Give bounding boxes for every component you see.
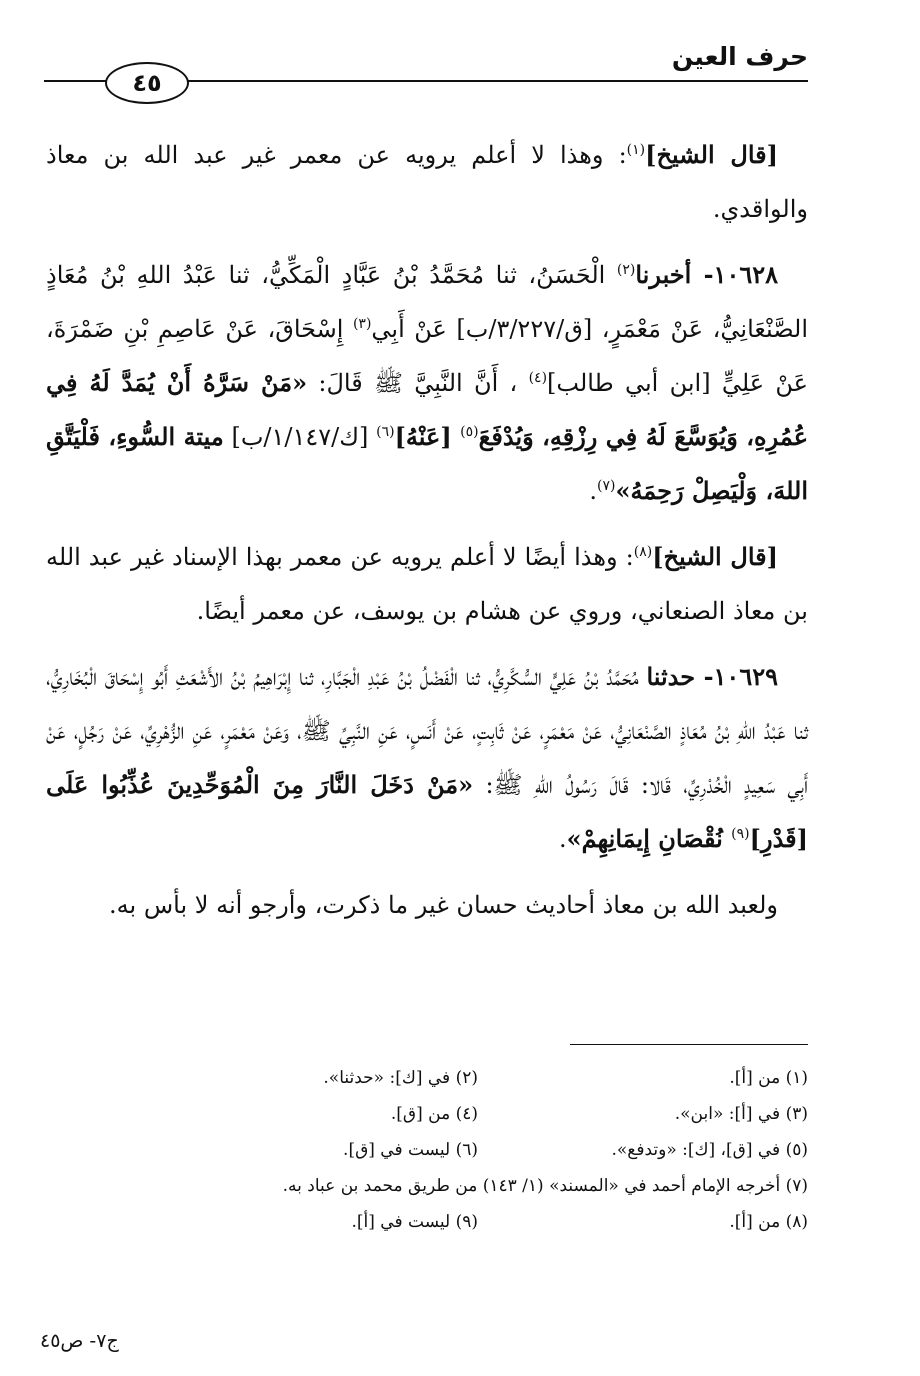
closing-remark bbox=[46, 878, 808, 932]
footnote-rule bbox=[570, 1044, 808, 1045]
footnote-5: (٥) في [ق]، [ك]: «وتدفع». bbox=[611, 1140, 808, 1160]
isnad-text: الْحَسَنُ، ثنا مُحَمَّدُ بْنُ عَبَّادٍ الْمَكِّيُّ، ثنا عَبْدُ اللهِ بْنُ مُعَاذٍ الصَّنْعَانِيُّ، عَنْ مَعْمَرٍ، [ق/٣/٢٢٧/ب] عَنْ أَبِي bbox=[46, 261, 809, 343]
sheikh-note-1 bbox=[46, 128, 808, 236]
matn-text: [عَنْهُ] bbox=[394, 422, 461, 451]
footnote-row bbox=[130, 1132, 808, 1168]
footnote-marker: (٢) bbox=[616, 262, 636, 278]
matn-text: نُقْصَانِ إِيمَانِهِمْ» bbox=[566, 824, 732, 853]
footnotes bbox=[130, 1060, 808, 1240]
footnote-9: (٩) ليست في [أ]. bbox=[351, 1212, 478, 1232]
volume-page-ref: ج٧- ص٤٥ bbox=[40, 1330, 119, 1352]
page-number: ٤٥ bbox=[132, 69, 162, 97]
hadith-10629 bbox=[46, 650, 808, 866]
matn-text: «مَنْ دَخَلَ النَّارَ مِنَ الْمُوَحِّدِينَ عُذِّبُوا عَلَى [قَدْرِ] bbox=[46, 770, 808, 853]
footnote-marker: (٩) bbox=[731, 826, 750, 842]
sheikh-label: [قال الشيخ] bbox=[645, 140, 778, 169]
footnote-1: (١) من [أ]. bbox=[729, 1068, 808, 1088]
matn-text: ميتة السُّوءِ، فَلْيَتَّقِ اللهَ، وَلْيَصِلْ رَحِمَهُ» bbox=[46, 422, 808, 505]
sheikh-note-text: : وهذا أيضًا لا أعلم يرويه عن معمر بهذا الإسناد غير عبد الله بن معاذ الصنعاني، وروي عن هشام بن يوسف، عن معمر أيضًا. bbox=[46, 543, 808, 625]
matn-text: «مَنْ سَرَّهُ أَنْ يُمَدَّ لَهُ فِي عُمُرِهِ، وَيُوَسَّعَ لَهُ فِي رِزْقِهِ، وَيُدْفَعَ bbox=[46, 368, 809, 451]
manuscript-ref: [ك/١/١٤٧/ب] bbox=[223, 423, 377, 451]
footnote-4: (٤) من [ق]. bbox=[390, 1104, 478, 1124]
footnote-marker: (٤) bbox=[528, 370, 548, 386]
isnad-text: ، أَنَّ النَّبِيَّ ﷺ قَالَ: bbox=[307, 369, 529, 397]
isnad-text: إِسْحَاقَ، عَنْ عَاصِمِ بْنِ ضَمْرَةَ، عَنْ عَلِيٍّ [ابن أبي طالب] bbox=[46, 315, 808, 397]
sheikh-note-text: : وهذا لا أعلم يرويه عن معمر غير عبد الله بن معاذ والواقدي. bbox=[46, 141, 808, 223]
footnote-row bbox=[130, 1204, 808, 1240]
isnad-text: مُحَمَّدُ بْنُ عَلِيٍّ السُّكَّرِيُّ، ثنا الْفَضْلُ بْنُ عَبْدِ الْجَبَّارِ، ثنا إِبْرَاهِيمُ بْنُ الأَشْعَثِ أَبُو إِسْحَاقَ الْبُخَارِيُّ، ثنا عَبْدُ اللهِ بْنُ مُعَاذٍ الصَّنْعَانِيُّ، عَنْ مَعْمَرٍ، عَنْ ثَابِتٍ، عَنْ أَنَسٍ، عَنِ النَّبِيِّ ﷺ، وَعَنْ مَعْمَرٍ، عَنِ الزُّهْرِيِّ، عَنْ رَجُلٍ، عَنْ أَبِي سَعِيدٍ الْخُدْرِيِّ، قَالا: قَالَ رَسُولُ اللهِ ﷺ: bbox=[46, 663, 809, 799]
footnote-8: (٨) من [أ]. bbox=[729, 1212, 808, 1232]
hadith-number: ١٠٦٢٩- bbox=[695, 662, 778, 691]
footnote-3: (٣) في [أ]: «ابن». bbox=[674, 1104, 808, 1124]
closing-text: ولعبد الله بن معاذ أحاديث حسان غير ما ذكرت، وأرجو أنه لا بأس به. bbox=[109, 891, 778, 919]
footnote-2: (٢) في [ك]: «حدثنا». bbox=[323, 1068, 478, 1088]
footnote-marker: (٦) bbox=[376, 424, 395, 440]
footnote-row bbox=[130, 1168, 808, 1204]
hadith-lead: أخبرنا bbox=[635, 260, 692, 289]
footnote-marker: (١) bbox=[626, 142, 646, 158]
running-header-title: حرف العين bbox=[671, 42, 808, 71]
main-text bbox=[46, 128, 808, 932]
hadith-number: ١٠٦٢٨- bbox=[691, 260, 778, 289]
footnote-row bbox=[130, 1060, 808, 1096]
sheikh-note-2 bbox=[46, 530, 808, 638]
end-dot: . bbox=[558, 825, 567, 853]
hadith-10628 bbox=[46, 248, 808, 518]
page-number-badge bbox=[105, 62, 189, 104]
footnote-6: (٦) ليست في [ق]. bbox=[343, 1140, 478, 1160]
footnote-row bbox=[130, 1096, 808, 1132]
footnote-marker: (٥) bbox=[460, 424, 479, 440]
hadith-lead: حدثنا bbox=[646, 662, 696, 691]
footnote-marker: (٨) bbox=[633, 544, 653, 560]
sheikh-label: [قال الشيخ] bbox=[652, 542, 778, 571]
end-dot: . bbox=[589, 477, 597, 505]
footnote-marker: (٣) bbox=[352, 316, 372, 332]
footnote-7: (٧) أخرجه الإمام أحمد في «المسند» (١/ ١٤٣) من طريق محمد بن عباد به. bbox=[282, 1176, 808, 1196]
footnote-marker: (٧) bbox=[596, 478, 616, 494]
